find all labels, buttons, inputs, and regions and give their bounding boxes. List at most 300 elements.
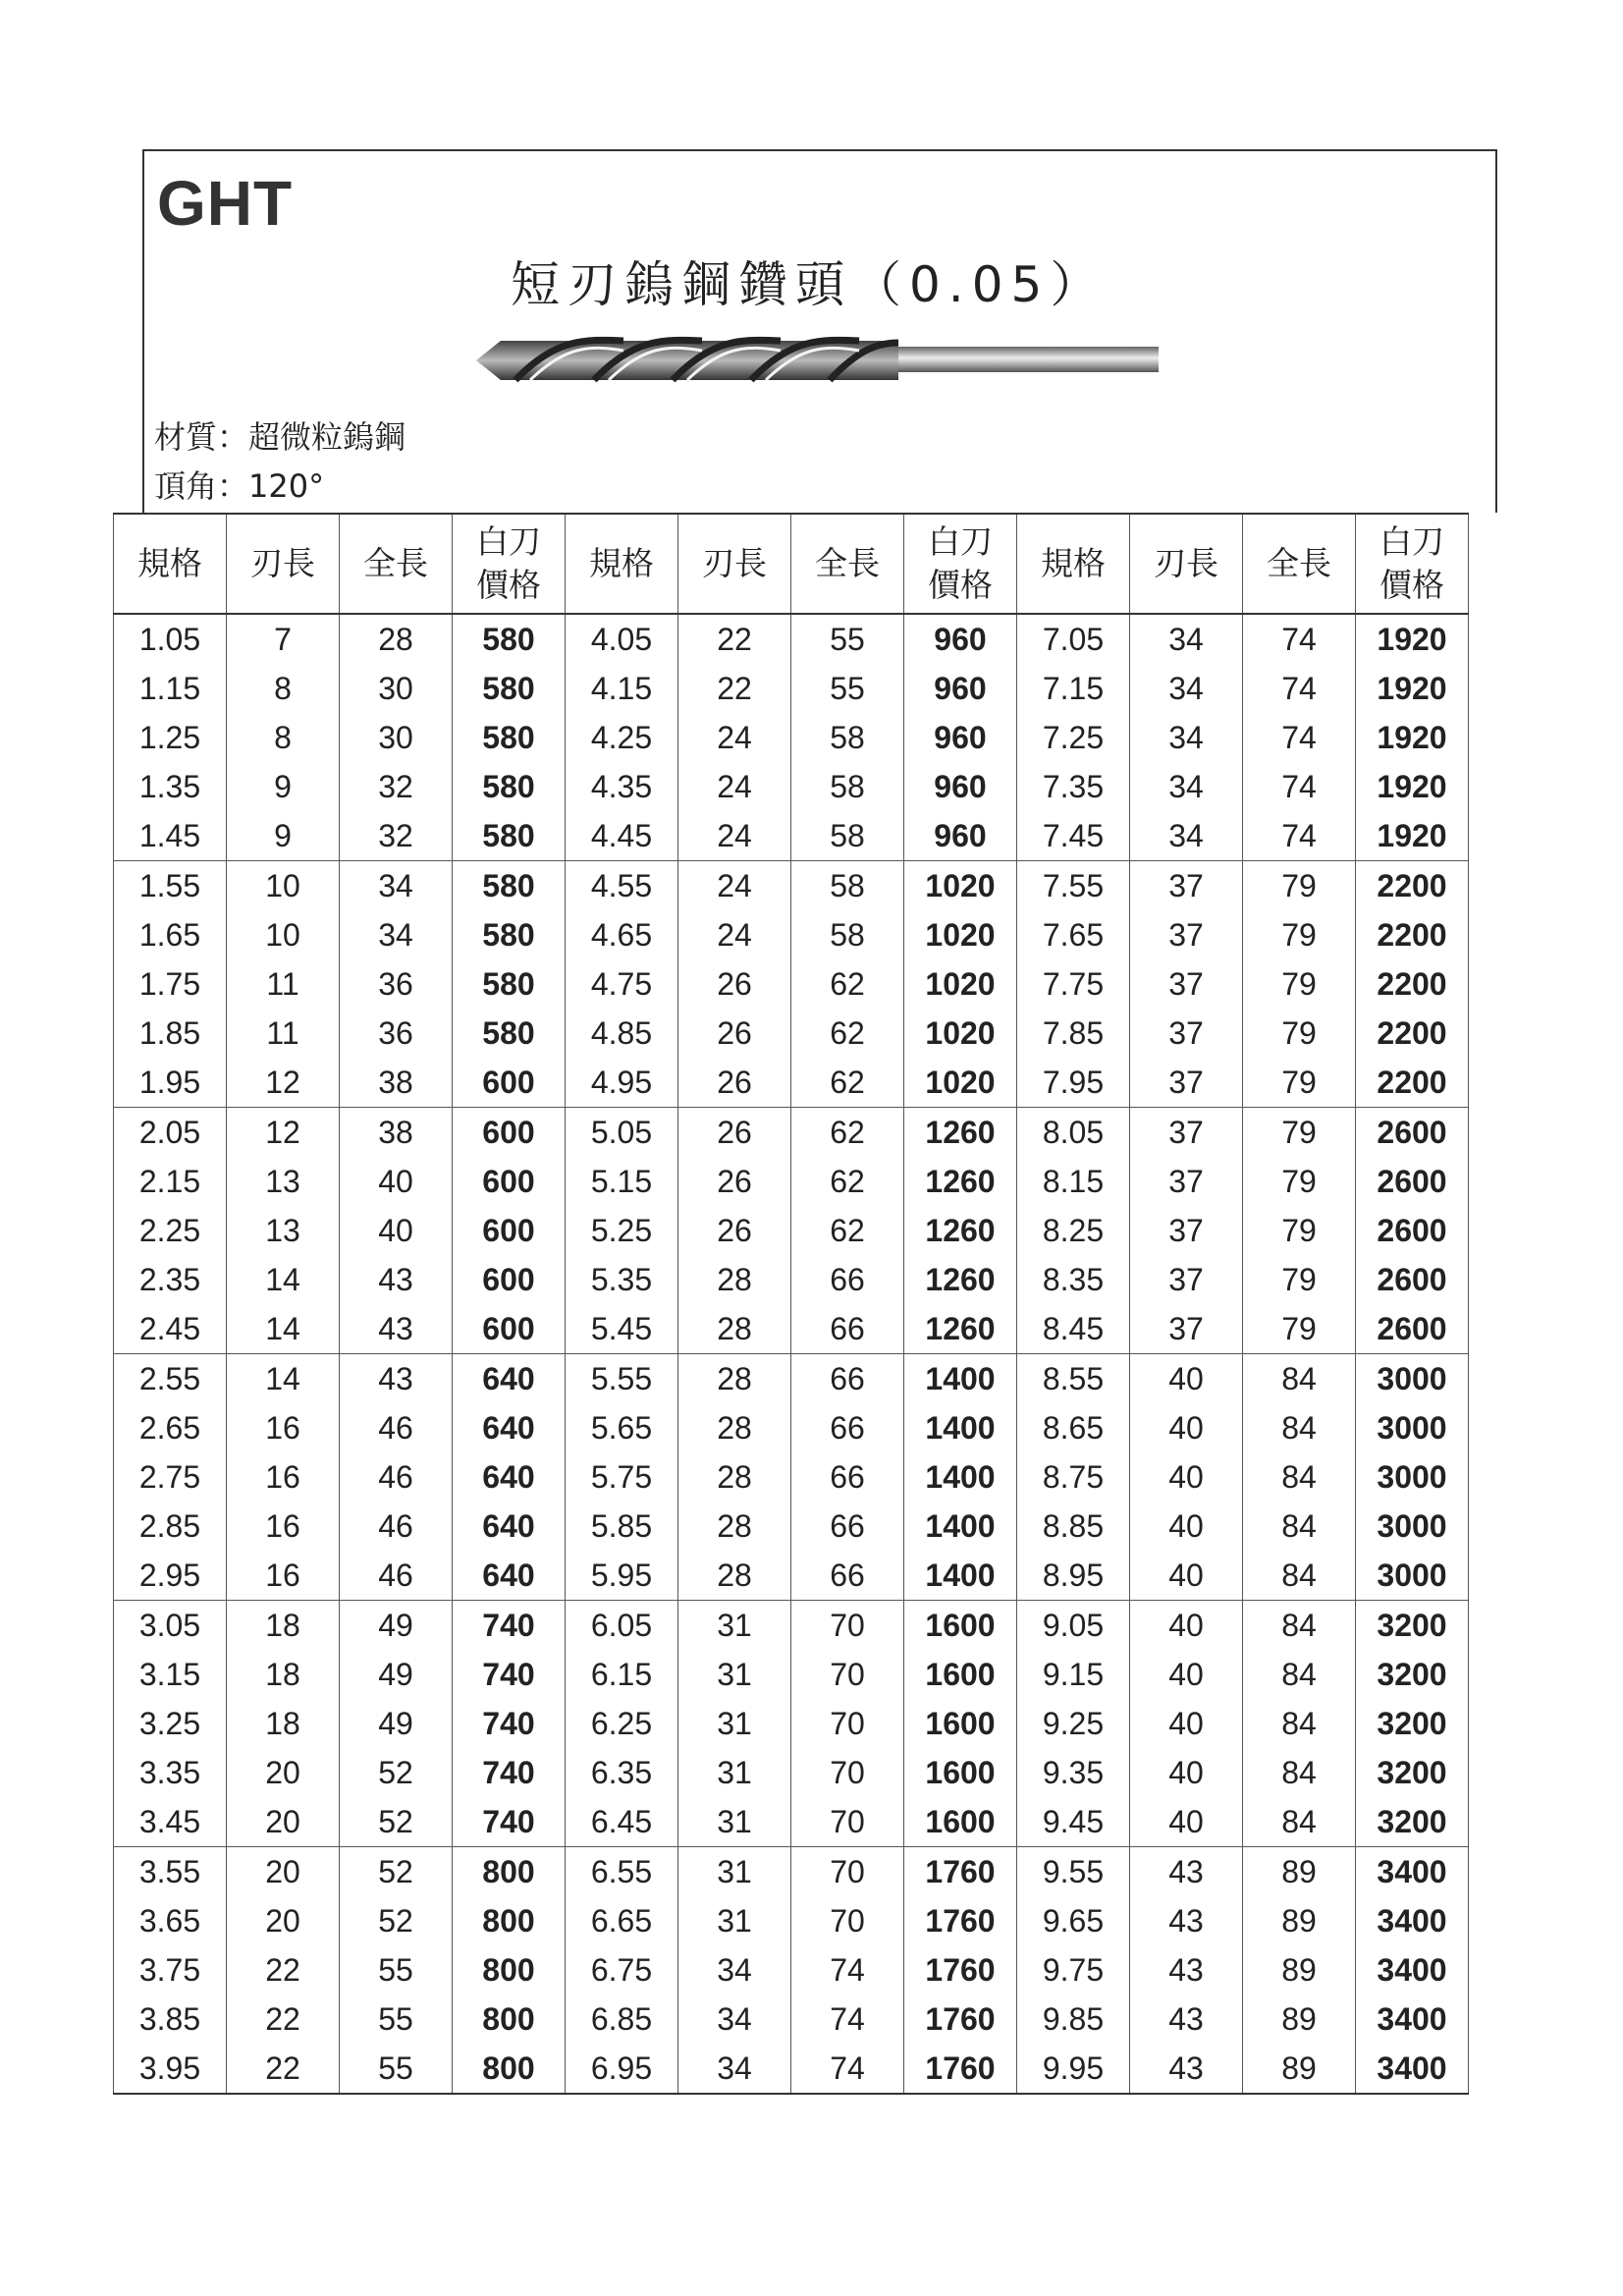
cell-size: 7.25	[1017, 713, 1130, 762]
cell-size: 6.35	[566, 1748, 678, 1797]
cell-size: 2.15	[114, 1157, 227, 1206]
cell-size: 7.35	[1017, 762, 1130, 811]
cell-overall-length: 79	[1243, 1009, 1356, 1058]
cell-flute-length: 31	[678, 1797, 791, 1847]
cell-flute-length: 26	[678, 1058, 791, 1108]
cell-overall-length: 52	[340, 1847, 453, 1897]
cell-price: 1400	[904, 1452, 1017, 1502]
cell-flute-length: 37	[1130, 910, 1243, 959]
cell-flute-length: 37	[1130, 1058, 1243, 1108]
cell-price: 1400	[904, 1551, 1017, 1601]
cell-size: 8.15	[1017, 1157, 1130, 1206]
cell-size: 9.05	[1017, 1601, 1130, 1651]
cell-overall-length: 34	[340, 910, 453, 959]
cell-overall-length: 55	[340, 1995, 453, 2044]
cell-overall-length: 28	[340, 614, 453, 664]
cell-flute-length: 26	[678, 1157, 791, 1206]
cell-size: 6.75	[566, 1945, 678, 1995]
cell-flute-length: 20	[227, 1797, 340, 1847]
cell-size: 4.05	[566, 614, 678, 664]
cell-overall-length: 66	[791, 1452, 904, 1502]
cell-price: 800	[453, 1995, 566, 2044]
table-row	[114, 811, 1469, 861]
cell-overall-length: 58	[791, 811, 904, 861]
cell-size: 7.45	[1017, 811, 1130, 861]
cell-flute-length: 37	[1130, 861, 1243, 911]
cell-overall-length: 58	[791, 861, 904, 911]
cell-size: 6.95	[566, 2044, 678, 2094]
cell-price: 640	[453, 1502, 566, 1551]
cell-size: 5.75	[566, 1452, 678, 1502]
table-row	[114, 1452, 1469, 1502]
cell-flute-length: 24	[678, 713, 791, 762]
cell-price: 2200	[1356, 861, 1469, 911]
cell-price: 2600	[1356, 1157, 1469, 1206]
cell-overall-length: 74	[1243, 762, 1356, 811]
cell-price: 2200	[1356, 1058, 1469, 1108]
cell-flute-length: 18	[227, 1601, 340, 1651]
cell-overall-length: 34	[340, 861, 453, 911]
table-row	[114, 1797, 1469, 1847]
cell-flute-length: 20	[227, 1896, 340, 1945]
cell-overall-length: 32	[340, 811, 453, 861]
cell-price: 1600	[904, 1650, 1017, 1699]
cell-price: 1020	[904, 1058, 1017, 1108]
cell-price: 1260	[904, 1157, 1017, 1206]
cell-size: 1.55	[114, 861, 227, 911]
cell-price: 800	[453, 1945, 566, 1995]
cell-flute-length: 43	[1130, 2044, 1243, 2094]
cell-overall-length: 52	[340, 1748, 453, 1797]
cell-overall-length: 46	[340, 1502, 453, 1551]
cell-price: 640	[453, 1354, 566, 1404]
cell-overall-length: 66	[791, 1551, 904, 1601]
cell-flute-length: 24	[678, 861, 791, 911]
cell-overall-length: 70	[791, 1847, 904, 1897]
cell-price: 1260	[904, 1206, 1017, 1255]
cell-flute-length: 24	[678, 811, 791, 861]
cell-price: 1600	[904, 1748, 1017, 1797]
cell-price: 1020	[904, 861, 1017, 911]
cell-size: 3.95	[114, 2044, 227, 2094]
cell-overall-length: 70	[791, 1797, 904, 1847]
cell-price: 580	[453, 910, 566, 959]
table-row	[114, 664, 1469, 713]
cell-flute-length: 14	[227, 1255, 340, 1304]
cell-flute-length: 13	[227, 1157, 340, 1206]
cell-size: 4.15	[566, 664, 678, 713]
table-row	[114, 1502, 1469, 1551]
cell-price: 740	[453, 1650, 566, 1699]
cell-overall-length: 30	[340, 664, 453, 713]
cell-price: 3400	[1356, 1847, 1469, 1897]
cell-price: 640	[453, 1452, 566, 1502]
cell-price: 2600	[1356, 1304, 1469, 1354]
cell-flute-length: 11	[227, 959, 340, 1009]
cell-overall-length: 52	[340, 1896, 453, 1945]
cell-overall-length: 84	[1243, 1797, 1356, 1847]
cell-overall-length: 89	[1243, 1896, 1356, 1945]
cell-size: 2.85	[114, 1502, 227, 1551]
cell-overall-length: 79	[1243, 1304, 1356, 1354]
cell-size: 3.35	[114, 1748, 227, 1797]
cell-flute-length: 34	[678, 1945, 791, 1995]
cell-flute-length: 8	[227, 713, 340, 762]
cell-flute-length: 18	[227, 1699, 340, 1748]
cell-size: 8.75	[1017, 1452, 1130, 1502]
table-row	[114, 861, 1469, 911]
cell-overall-length: 58	[791, 762, 904, 811]
cell-price: 1260	[904, 1108, 1017, 1158]
cell-flute-length: 26	[678, 1108, 791, 1158]
cell-flute-length: 43	[1130, 1847, 1243, 1897]
cell-flute-length: 26	[678, 959, 791, 1009]
cell-size: 8.85	[1017, 1502, 1130, 1551]
cell-size: 5.55	[566, 1354, 678, 1404]
cell-flute-length: 37	[1130, 1206, 1243, 1255]
cell-flute-length: 22	[227, 2044, 340, 2094]
cell-size: 6.15	[566, 1650, 678, 1699]
table-row	[114, 1699, 1469, 1748]
cell-flute-length: 8	[227, 664, 340, 713]
cell-overall-length: 70	[791, 1748, 904, 1797]
cell-flute-length: 28	[678, 1255, 791, 1304]
column-header: 規格	[114, 514, 227, 614]
cell-size: 9.95	[1017, 2044, 1130, 2094]
cell-flute-length: 34	[1130, 713, 1243, 762]
cell-price: 3400	[1356, 2044, 1469, 2094]
table-row	[114, 1108, 1469, 1158]
table-row	[114, 614, 1469, 664]
cell-flute-length: 31	[678, 1699, 791, 1748]
cell-size: 2.95	[114, 1551, 227, 1601]
cell-overall-length: 74	[1243, 664, 1356, 713]
table-header-row	[114, 514, 1469, 614]
table-row	[114, 1945, 1469, 1995]
cell-price: 1920	[1356, 713, 1469, 762]
cell-overall-length: 43	[340, 1255, 453, 1304]
cell-flute-length: 22	[678, 664, 791, 713]
cell-size: 4.75	[566, 959, 678, 1009]
cell-price: 1400	[904, 1354, 1017, 1404]
cell-size: 7.15	[1017, 664, 1130, 713]
cell-size: 7.65	[1017, 910, 1130, 959]
cell-overall-length: 62	[791, 959, 904, 1009]
cell-flute-length: 28	[678, 1452, 791, 1502]
cell-price: 960	[904, 762, 1017, 811]
cell-overall-length: 30	[340, 713, 453, 762]
cell-size: 2.05	[114, 1108, 227, 1158]
cell-price: 740	[453, 1699, 566, 1748]
brand-logo: GHT	[157, 168, 294, 239]
cell-overall-length: 84	[1243, 1403, 1356, 1452]
cell-overall-length: 36	[340, 1009, 453, 1058]
cell-flute-length: 28	[678, 1403, 791, 1452]
drill-bit-icon	[476, 329, 1159, 393]
cell-flute-length: 20	[227, 1847, 340, 1897]
table-row	[114, 1748, 1469, 1797]
cell-overall-length: 62	[791, 1058, 904, 1108]
cell-overall-length: 66	[791, 1403, 904, 1452]
cell-flute-length: 43	[1130, 1995, 1243, 2044]
cell-flute-length: 34	[1130, 762, 1243, 811]
table-row	[114, 1058, 1469, 1108]
cell-size: 4.55	[566, 861, 678, 911]
cell-size: 5.05	[566, 1108, 678, 1158]
cell-price: 1400	[904, 1403, 1017, 1452]
cell-flute-length: 28	[678, 1551, 791, 1601]
cell-price: 3400	[1356, 1995, 1469, 2044]
cell-size: 3.75	[114, 1945, 227, 1995]
cell-flute-length: 31	[678, 1748, 791, 1797]
cell-size: 8.35	[1017, 1255, 1130, 1304]
cell-price: 3200	[1356, 1699, 1469, 1748]
cell-flute-length: 11	[227, 1009, 340, 1058]
cell-flute-length: 40	[1130, 1502, 1243, 1551]
cell-flute-length: 37	[1130, 1304, 1243, 1354]
table-row	[114, 1255, 1469, 1304]
cell-overall-length: 84	[1243, 1354, 1356, 1404]
column-header: 刃長	[678, 514, 791, 614]
table-row	[114, 1650, 1469, 1699]
cell-overall-length: 70	[791, 1650, 904, 1699]
cell-size: 2.65	[114, 1403, 227, 1452]
cell-price: 1400	[904, 1502, 1017, 1551]
cell-overall-length: 70	[791, 1601, 904, 1651]
cell-size: 9.35	[1017, 1748, 1130, 1797]
cell-price: 740	[453, 1797, 566, 1847]
cell-flute-length: 40	[1130, 1601, 1243, 1651]
cell-overall-length: 62	[791, 1009, 904, 1058]
cell-overall-length: 55	[340, 2044, 453, 2094]
cell-flute-length: 34	[1130, 614, 1243, 664]
cell-price: 2200	[1356, 959, 1469, 1009]
cell-flute-length: 43	[1130, 1896, 1243, 1945]
cell-overall-length: 55	[340, 1945, 453, 1995]
cell-price: 3200	[1356, 1797, 1469, 1847]
point-angle-value: 120°	[248, 467, 325, 505]
cell-overall-length: 74	[1243, 614, 1356, 664]
cell-price: 1760	[904, 2044, 1017, 2094]
cell-size: 5.65	[566, 1403, 678, 1452]
cell-flute-length: 31	[678, 1650, 791, 1699]
table-row	[114, 959, 1469, 1009]
cell-price: 1020	[904, 1009, 1017, 1058]
cell-size: 3.25	[114, 1699, 227, 1748]
cell-size: 6.25	[566, 1699, 678, 1748]
cell-size: 1.95	[114, 1058, 227, 1108]
cell-size: 6.65	[566, 1896, 678, 1945]
cell-price: 1920	[1356, 811, 1469, 861]
cell-price: 2200	[1356, 910, 1469, 959]
cell-size: 5.15	[566, 1157, 678, 1206]
cell-price: 1760	[904, 1995, 1017, 2044]
cell-size: 8.55	[1017, 1354, 1130, 1404]
cell-overall-length: 79	[1243, 861, 1356, 911]
cell-price: 3000	[1356, 1403, 1469, 1452]
cell-overall-length: 84	[1243, 1551, 1356, 1601]
cell-overall-length: 49	[340, 1650, 453, 1699]
cell-overall-length: 43	[340, 1354, 453, 1404]
cell-overall-length: 79	[1243, 1255, 1356, 1304]
cell-overall-length: 74	[791, 2044, 904, 2094]
cell-flute-length: 34	[1130, 811, 1243, 861]
cell-size: 2.35	[114, 1255, 227, 1304]
cell-flute-length: 28	[678, 1354, 791, 1404]
cell-overall-length: 40	[340, 1206, 453, 1255]
cell-flute-length: 22	[678, 614, 791, 664]
cell-price: 960	[904, 713, 1017, 762]
cell-size: 9.15	[1017, 1650, 1130, 1699]
cell-flute-length: 9	[227, 811, 340, 861]
table-row	[114, 1896, 1469, 1945]
cell-price: 580	[453, 959, 566, 1009]
cell-size: 2.25	[114, 1206, 227, 1255]
cell-overall-length: 89	[1243, 2044, 1356, 2094]
material-separator: ：	[217, 418, 249, 456]
cell-overall-length: 40	[340, 1157, 453, 1206]
cell-size: 5.45	[566, 1304, 678, 1354]
cell-size: 1.15	[114, 664, 227, 713]
cell-overall-length: 84	[1243, 1699, 1356, 1748]
cell-price: 3200	[1356, 1601, 1469, 1651]
cell-size: 1.05	[114, 614, 227, 664]
cell-size: 9.55	[1017, 1847, 1130, 1897]
cell-price: 600	[453, 1304, 566, 1354]
cell-overall-length: 84	[1243, 1452, 1356, 1502]
cell-overall-length: 84	[1243, 1601, 1356, 1651]
table-row	[114, 1304, 1469, 1354]
table-row	[114, 1551, 1469, 1601]
cell-flute-length: 40	[1130, 1699, 1243, 1748]
cell-size: 6.05	[566, 1601, 678, 1651]
cell-overall-length: 46	[340, 1551, 453, 1601]
cell-flute-length: 40	[1130, 1403, 1243, 1452]
cell-size: 4.65	[566, 910, 678, 959]
cell-size: 9.75	[1017, 1945, 1130, 1995]
cell-overall-length: 79	[1243, 1058, 1356, 1108]
cell-flute-length: 28	[678, 1304, 791, 1354]
cell-size: 3.05	[114, 1601, 227, 1651]
column-header: 規格	[1017, 514, 1130, 614]
cell-size: 9.65	[1017, 1896, 1130, 1945]
cell-overall-length: 74	[1243, 713, 1356, 762]
cell-overall-length: 89	[1243, 1995, 1356, 2044]
cell-overall-length: 62	[791, 1108, 904, 1158]
cell-overall-length: 46	[340, 1452, 453, 1502]
table-row	[114, 713, 1469, 762]
cell-price: 640	[453, 1551, 566, 1601]
cell-size: 1.75	[114, 959, 227, 1009]
cell-price: 3000	[1356, 1452, 1469, 1502]
cell-overall-length: 79	[1243, 1206, 1356, 1255]
cell-flute-length: 12	[227, 1058, 340, 1108]
cell-size: 7.55	[1017, 861, 1130, 911]
cell-overall-length: 89	[1243, 1847, 1356, 1897]
cell-size: 8.45	[1017, 1304, 1130, 1354]
cell-size: 1.35	[114, 762, 227, 811]
cell-price: 2600	[1356, 1255, 1469, 1304]
cell-overall-length: 52	[340, 1797, 453, 1847]
cell-price: 740	[453, 1601, 566, 1651]
cell-size: 7.75	[1017, 959, 1130, 1009]
cell-price: 960	[904, 614, 1017, 664]
cell-size: 6.45	[566, 1797, 678, 1847]
cell-flute-length: 22	[227, 1995, 340, 2044]
cell-overall-length: 62	[791, 1206, 904, 1255]
cell-flute-length: 20	[227, 1748, 340, 1797]
material-label: 材質	[154, 418, 218, 456]
cell-price: 3000	[1356, 1502, 1469, 1551]
cell-size: 5.95	[566, 1551, 678, 1601]
cell-flute-length: 14	[227, 1304, 340, 1354]
cell-price: 1920	[1356, 614, 1469, 664]
cell-overall-length: 84	[1243, 1748, 1356, 1797]
cell-size: 4.95	[566, 1058, 678, 1108]
column-header: 全長	[1243, 514, 1356, 614]
cell-flute-length: 16	[227, 1452, 340, 1502]
cell-overall-length: 79	[1243, 1157, 1356, 1206]
cell-flute-length: 26	[678, 1206, 791, 1255]
cell-overall-length: 49	[340, 1601, 453, 1651]
cell-price: 600	[453, 1058, 566, 1108]
cell-flute-length: 9	[227, 762, 340, 811]
cell-flute-length: 34	[678, 1995, 791, 2044]
cell-price: 600	[453, 1255, 566, 1304]
cell-overall-length: 74	[791, 1945, 904, 1995]
cell-flute-length: 31	[678, 1601, 791, 1651]
cell-overall-length: 38	[340, 1058, 453, 1108]
cell-price: 2200	[1356, 1009, 1469, 1058]
cell-size: 4.25	[566, 713, 678, 762]
cell-size: 1.65	[114, 910, 227, 959]
point-angle-spec	[154, 462, 324, 507]
material-spec	[154, 412, 406, 458]
cell-size: 8.65	[1017, 1403, 1130, 1452]
cell-price: 600	[453, 1108, 566, 1158]
cell-overall-length: 49	[340, 1699, 453, 1748]
cell-flute-length: 40	[1130, 1650, 1243, 1699]
cell-overall-length: 55	[791, 664, 904, 713]
cell-size: 6.55	[566, 1847, 678, 1897]
cell-price: 3200	[1356, 1748, 1469, 1797]
cell-size: 7.85	[1017, 1009, 1130, 1058]
cell-price: 600	[453, 1206, 566, 1255]
cell-size: 1.85	[114, 1009, 227, 1058]
cell-price: 580	[453, 762, 566, 811]
cell-flute-length: 40	[1130, 1748, 1243, 1797]
cell-price: 1920	[1356, 762, 1469, 811]
cell-price: 1600	[904, 1699, 1017, 1748]
cell-overall-length: 70	[791, 1699, 904, 1748]
cell-flute-length: 31	[678, 1896, 791, 1945]
cell-overall-length: 74	[1243, 811, 1356, 861]
table-row	[114, 2044, 1469, 2094]
cell-size: 3.65	[114, 1896, 227, 1945]
cell-price: 580	[453, 713, 566, 762]
column-header: 全長	[340, 514, 453, 614]
cell-flute-length: 12	[227, 1108, 340, 1158]
cell-overall-length: 32	[340, 762, 453, 811]
column-header: 規格	[566, 514, 678, 614]
cell-price: 1600	[904, 1601, 1017, 1651]
cell-size: 5.85	[566, 1502, 678, 1551]
cell-size: 2.75	[114, 1452, 227, 1502]
table-row	[114, 1206, 1469, 1255]
cell-size: 5.35	[566, 1255, 678, 1304]
cell-size: 1.45	[114, 811, 227, 861]
cell-flute-length: 14	[227, 1354, 340, 1404]
